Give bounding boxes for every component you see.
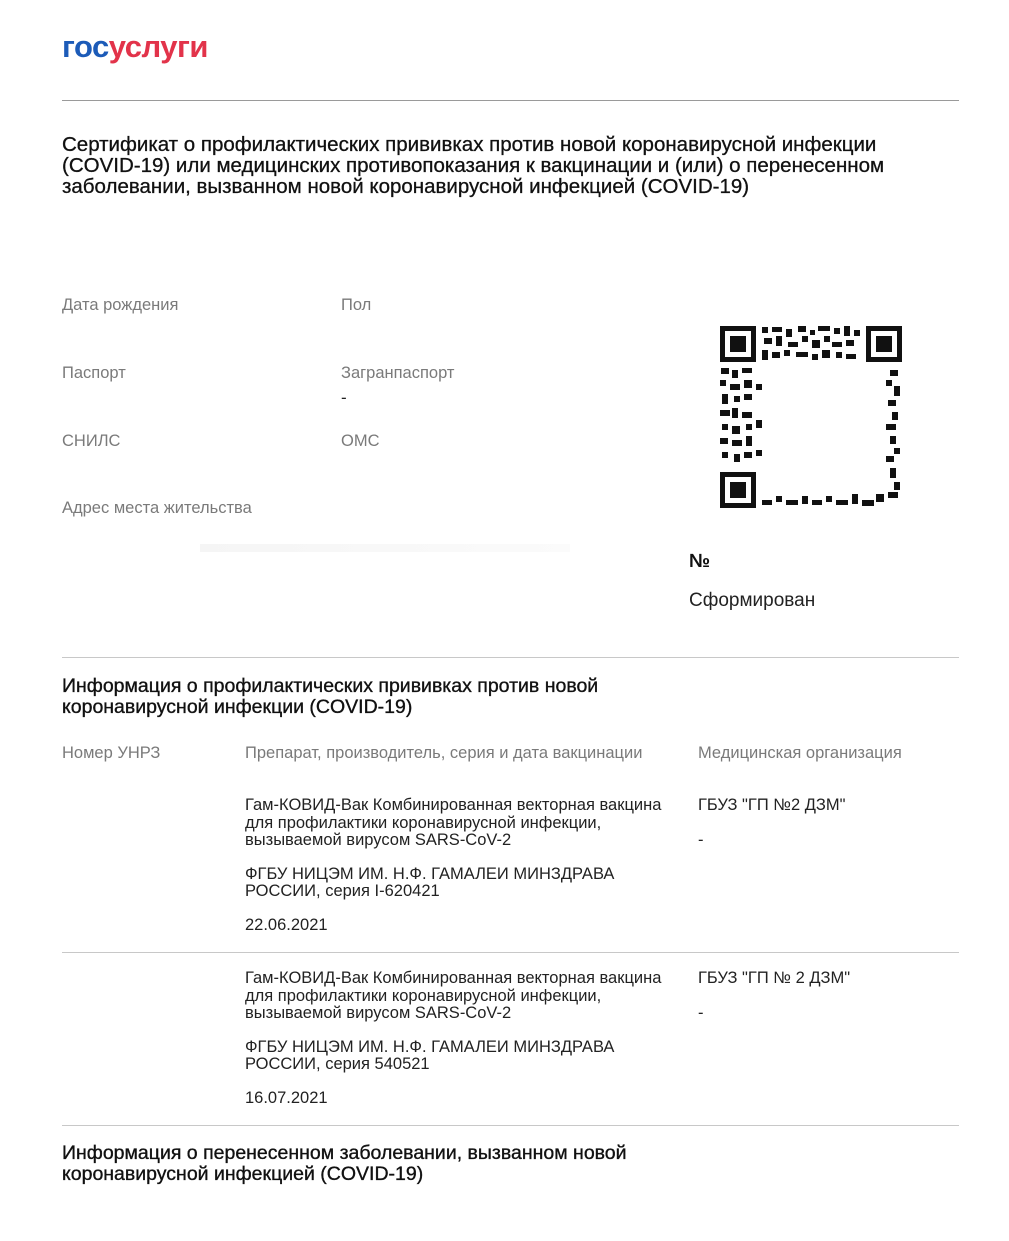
row-divider <box>62 952 959 953</box>
certificate-title: Сертификат о профилактических прививках против новой коронавирусной инфекции (COVID-19) или медицинских противопоказания к вакцинации и (или) о перенесенном заболевании, вызванном новой коронавирусной инфекцией (COVID-19) <box>62 133 885 198</box>
sex-label: Пол <box>341 296 372 314</box>
oms-label: ОМС <box>341 432 380 450</box>
column-header-drug: Препарат, производитель, серия и дата вакцинации <box>245 744 643 762</box>
column-header-unrz: Номер УНРЗ <box>62 744 161 762</box>
vaccination-date: 16.07.2021 <box>245 1088 328 1107</box>
vaccination-date: 22.06.2021 <box>245 915 328 934</box>
vaccination-row-2-drug-cell <box>245 970 665 1107</box>
passport-label: Паспорт <box>62 364 126 382</box>
address-label: Адрес места жительства <box>62 499 252 517</box>
vaccination-row-2-org-cell <box>698 970 958 1022</box>
vaccination-row-1-drug-cell <box>245 797 665 934</box>
section-divider-top <box>62 657 959 658</box>
medical-organization: ГБУЗ "ГП №2 ДЗМ" <box>698 796 846 814</box>
vaccine-manufacturer: ФГБУ НИЦЭМ ИМ. Н.Ф. ГАМАЛЕИ МИНЗДРАВА РОССИИ, серия I-620421 <box>245 864 615 900</box>
qr-code[interactable] <box>718 324 904 510</box>
address-value-redacted <box>200 544 570 552</box>
illness-heading: Информация о перенесенном заболевании, вызванном новой коронавирусной инфекцией (COVID-19) <box>62 1142 627 1185</box>
vaccine-name: Гам-КОВИД-Вак Комбинированная векторная вакцина для профилактики коронавирусной инфекции, вызываемой вирусом SARS-CoV-2 <box>245 969 662 1022</box>
intl-passport-value: - <box>341 388 347 407</box>
vaccine-manufacturer: ФГБУ НИЦЭМ ИМ. Н.Ф. ГАМАЛЕИ МИНЗДРАВА РОССИИ, серия 540521 <box>245 1037 615 1073</box>
vaccination-row-1-org-cell <box>698 797 958 849</box>
header-divider <box>62 100 959 101</box>
medical-organization-extra: - <box>698 830 704 849</box>
logo-part-gos: гос <box>62 29 109 64</box>
section-divider-bottom <box>62 1125 959 1126</box>
column-header-org: Медицинская организация <box>698 744 902 762</box>
certificate-number-label: № <box>689 551 711 572</box>
gosuslugi-logo[interactable] <box>62 28 208 66</box>
intl-passport-label: Загранпаспорт <box>341 364 455 382</box>
vaccine-name: Гам-КОВИД-Вак Комбинированная векторная вакцина для профилактики коронавирусной инфекции, вызываемой вирусом SARS-CoV-2 <box>245 796 662 849</box>
logo-part-uslugi: услуги <box>108 29 208 64</box>
certificate-status: Сформирован <box>689 590 816 611</box>
vaccinations-heading: Информация о профилактических прививках против новой коронавирусной инфекции (COVID-19) <box>62 675 599 718</box>
medical-organization-extra: - <box>698 1003 704 1022</box>
medical-organization: ГБУЗ "ГП № 2 ДЗМ" <box>698 969 851 987</box>
snils-label: СНИЛС <box>62 432 121 450</box>
birth-date-label: Дата рождения <box>62 296 179 314</box>
